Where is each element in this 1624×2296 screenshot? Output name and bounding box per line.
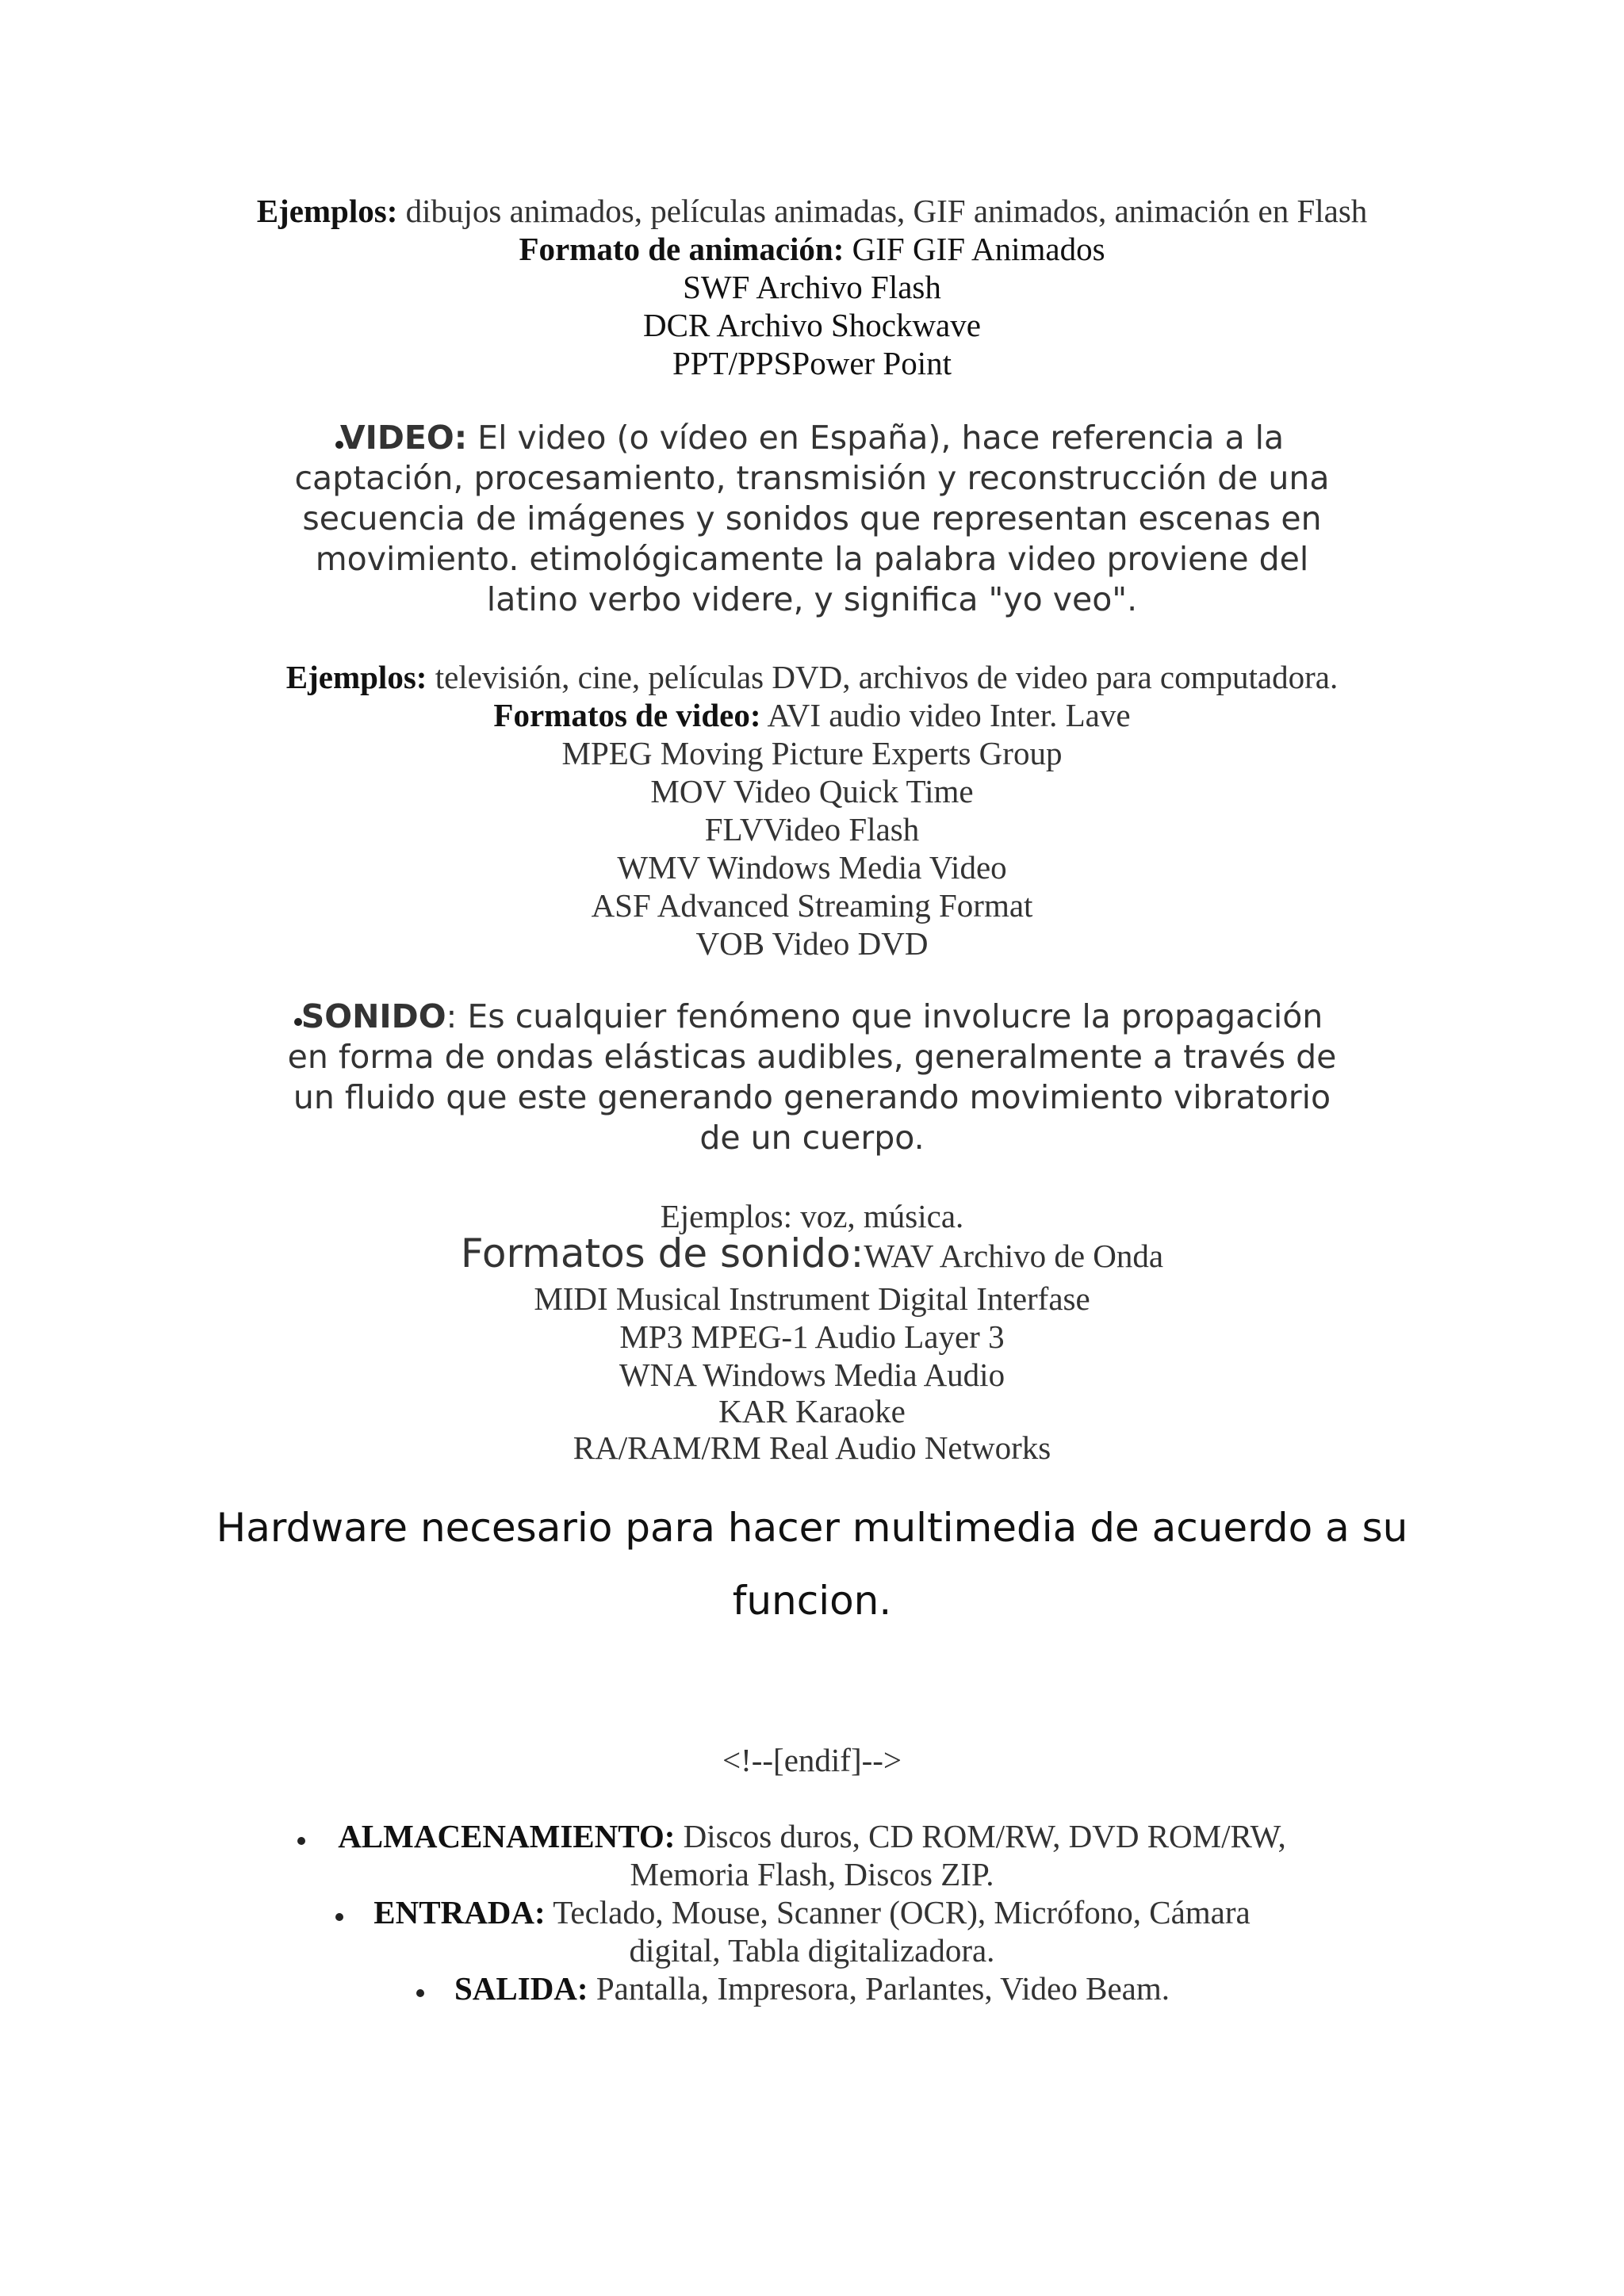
sound-format-item: MP3 MPEG-1 Audio Layer 3	[619, 1318, 1005, 1355]
video-examples-label: Ejemplos:	[285, 659, 427, 695]
sound-format-item: RA/RAM/RM Real Audio Networks	[573, 1429, 1051, 1466]
animation-examples-label: Ejemplos:	[256, 193, 398, 229]
video-format-item: FLVVideo Flash	[704, 811, 920, 848]
animation-format-label: Formato de animación:	[519, 231, 845, 267]
animation-format-line	[0, 230, 1624, 268]
video-format-item: MOV Video Quick Time	[650, 773, 974, 809]
sound-examples: Ejemplos: voz, música.	[660, 1198, 964, 1234]
sound-definition-line: en forma de ondas elásticas audibles, generalmente a través de	[287, 1038, 1337, 1076]
sound-definition-line: un fluido que este generando generando movimiento vibratorio	[293, 1078, 1331, 1116]
hardware-heading: Hardware necesario para hacer multimedia de acuerdo a su	[216, 1505, 1408, 1551]
video-format-first: AVI audio video Inter. Lave	[760, 697, 1131, 733]
sound-format-first: WAV Archivo de Onda	[864, 1238, 1164, 1274]
input-text: Teclado, Mouse, Scanner (OCR), Micrófono, Cámara	[545, 1894, 1251, 1931]
storage-label: ALMACENAMIENTO:	[338, 1818, 676, 1854]
endif-comment: <!--[endif]-->	[722, 1742, 902, 1778]
output-label: SALIDA:	[454, 1970, 588, 2007]
video-format-item: VOB Video DVD	[695, 925, 929, 962]
storage-text: Discos duros, CD ROM/RW, DVD ROM/RW,	[675, 1818, 1286, 1854]
video-definition-line	[0, 419, 1624, 457]
sound-definition-line: de un cuerpo.	[699, 1119, 925, 1157]
sound-format-item: WNA Windows Media Audio	[619, 1357, 1005, 1393]
sound-format-line	[0, 1230, 1624, 1276]
animation-format-item: DCR Archivo Shockwave	[643, 307, 981, 343]
animation-format-item: PPT/PPSPower Point	[672, 345, 952, 381]
video-definition-line: movimiento. etimológicamente la palabra video proviene del	[315, 540, 1309, 578]
video-definition-line: secuencia de imágenes y sonidos que representan escenas en	[302, 499, 1322, 538]
video-format-item: ASF Advanced Streaming Format	[591, 887, 1033, 924]
video-definition-line: latino verbo videre, y significa "yo veo".	[486, 580, 1138, 618]
video-format-item: WMV Windows Media Video	[617, 849, 1007, 886]
animation-examples-text: dibujos animados, películas animadas, GIF animados, animación en Flash	[397, 193, 1368, 229]
sound-def-text: : Es cualquier fenómeno que involucre la propagación	[446, 997, 1323, 1035]
sound-format-label: Formatos de sonido:	[460, 1230, 864, 1276]
sound-format-item: MIDI Musical Instrument Digital Interfase	[534, 1280, 1090, 1317]
video-definition-line: captación, procesamiento, transmisión y reconstrucción de una	[294, 459, 1330, 497]
animation-examples	[0, 192, 1624, 230]
hardware-heading-cont: funcion.	[732, 1578, 892, 1624]
hardware-item-input-cont: digital, Tabla digitalizadora.	[629, 1932, 995, 1969]
video-format-item: MPEG Moving Picture Experts Group	[561, 735, 1063, 771]
video-examples-text: televisión, cine, películas DVD, archivos de video para computadora.	[427, 659, 1339, 695]
video-format-label: Formatos de video:	[493, 697, 761, 733]
hardware-item-storage-cont: Memoria Flash, Discos ZIP.	[630, 1856, 994, 1892]
output-text: Pantalla, Impresora, Parlantes, Video Beam.	[588, 1970, 1170, 2007]
input-label: ENTRADA:	[373, 1894, 546, 1931]
video-def-text: El video (o vídeo en España), hace referencia a la	[467, 419, 1285, 457]
animation-format-item: SWF Archivo Flash	[683, 269, 941, 305]
animation-format-first: GIF GIF Animados	[844, 231, 1105, 267]
hardware-item-output	[0, 1969, 1624, 2007]
video-format-line	[0, 696, 1624, 734]
sound-term: SONIDO	[301, 997, 446, 1035]
sound-definition-line	[0, 997, 1624, 1035]
video-examples	[0, 658, 1624, 696]
sound-format-item: KAR Karaoke	[718, 1393, 906, 1429]
video-term: VIDEO:	[339, 419, 468, 457]
hardware-item-storage	[0, 1817, 1624, 1855]
hardware-item-input	[0, 1893, 1624, 1931]
